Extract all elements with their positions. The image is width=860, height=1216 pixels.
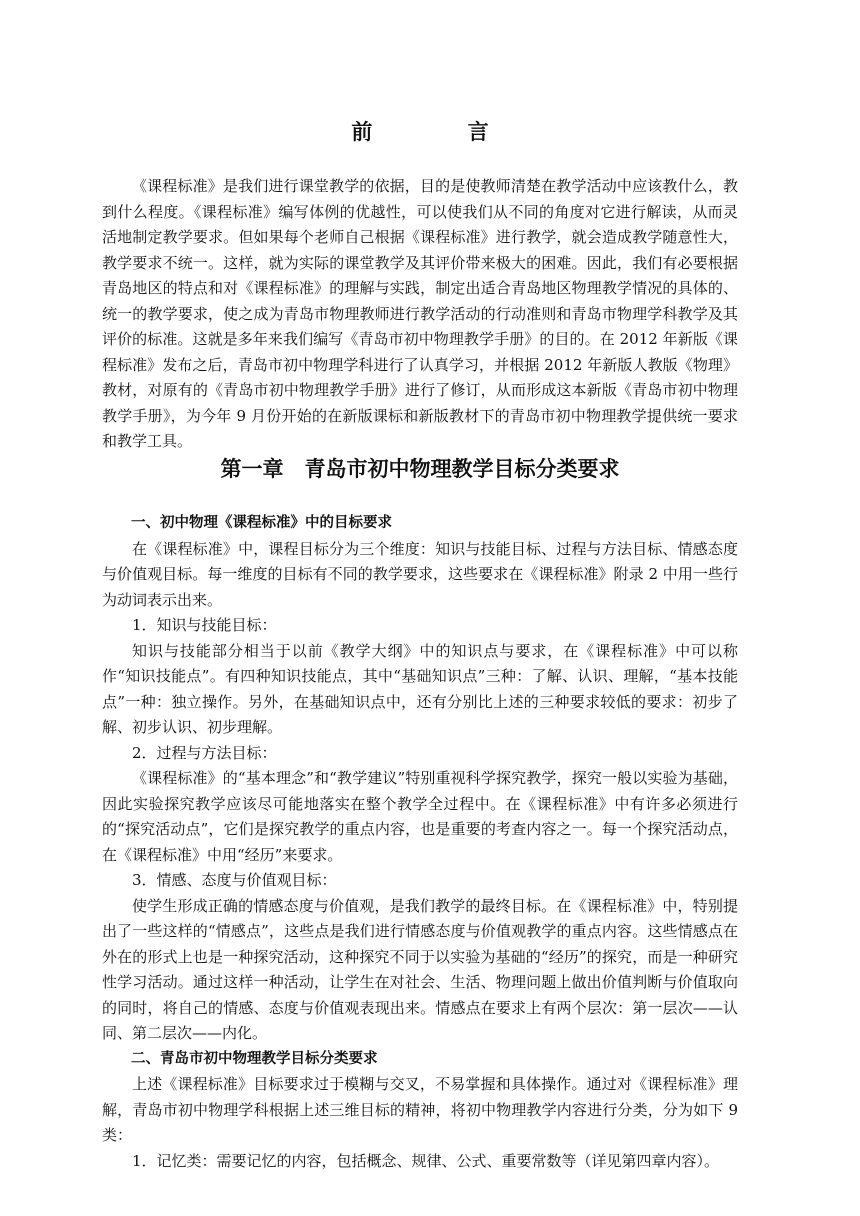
item2-title: 2．过程与方法目标： — [132, 743, 277, 762]
chapter-title: 第一章 青岛市初中物理教学目标分类要求 — [220, 456, 620, 481]
section2-item1: 1．记忆类：需要记忆的内容，包括概念、规律、公式、重要常数等（详见第四章内容）。 — [132, 1151, 720, 1170]
item1-title: 1．知识与技能目标： — [132, 616, 277, 634]
item2-text: 《课程标准》的“基本理念”和“教学建议”特别重视科学探究教学，探究一般以实验为基础，因此实验探究教学应该尽可能地落实在整个教学全过程中。在《课程标准》中有许多必须进行的“探究活动点”，它们是探究教学的重点内容，也是重要的考查内容之一。每一个探究活动点，在《课程标准》中用“经历”来要求。 — [102, 769, 738, 864]
preface-paragraph: 《课程标准》是我们进行课堂教学的依据，目的是使教师清楚在教学活动中应该教什么，教到什么程度。《课程标准》编写体例的优越性，可以使我们从不同的角度对它进行解读，从而灵活地制定教学要求。但如果每个老师自己根据《课程标准》进行教学，就会造成教学随意性大，教学要求不统一。这样，就为实际的课堂教学及其评价带来极大的困难。因此，我们有必要根据青岛地区的特点和对《课程标准》的理解与实践，制定出适合青岛地区物理教学情况的具体的、统一的教学要求，使之成为青岛市物理教师进行教学活动的行动准则和青岛市物理学科教学及其评价的标准。这就是多年来我们编写《青岛市初中物理教学手册》的目的。在 2012 年新版《课程标准》发布之后，青岛市初中物理学科进行了认真学习，并根据 2012 年新版人教版《物理》教材，对原有的《青岛市初中物理教学手册》进行了修订，从而形成这本新版《青岛市初中物理教学手册》，为今年 9 月份开始的在新版课标和新版教材下的青岛市初中物理教学提供统一要求和教学工具。 — [102, 177, 738, 450]
section1-heading: 一、初中物理《课程标准》中的目标要求 — [131, 515, 392, 531]
section2-intro: 上述《课程标准》目标要求过于模糊与交叉，不易掌握和具体操作。通过对《课程标准》理解，青岛市初中物理学科根据上述三维目标的精神，将初中物理教学内容进行分类，分为如下 9 类： — [102, 1075, 738, 1144]
item1-text: 知识与技能部分相当于以前《教学大纲》中的知识点与要求，在《课程标准》中可以称作“知识技能点”。有四种知识技能点，其中“基础知识点”三种：了解、认识、理解，“基本技能点”一种：独立操作。另外，在基础知识点中，还有分别比上述的三种要求较低的要求：初步了解、初步认识、初步理解。 — [102, 641, 738, 736]
chapter-body — [102, 511, 738, 1174]
item3-text: 使学生形成正确的情感态度与价值观，是我们教学的最终目标。在《课程标准》中，特别提出了一些这样的“情感点”，这些点是我们进行情感态度与价值观教学的重点内容。这些情感点在外在的形式上也是一种探究活动，这种探究不同于以实验为基础的“经历”的探究，而是一种研究性学习活动。通过这样一种活动，让学生在对社会、生活、物理问题上做出价值判断与价值取向的同时，将自己的情感、态度与价值观表现出来。情感点在要求上有两个层次：第一层次——认同、第二层次——内化。 — [102, 896, 738, 1042]
item3-title: 3．情感、态度与价值观目标： — [132, 871, 337, 889]
section1-intro: 在《课程标准》中，课程目标分为三个维度：知识与技能目标、过程与方法目标、情感态度与价值观目标。每一维度的目标有不同的教学要求，这些要求在《课程标准》附录 2 中用一些行为动词表示出来。 — [102, 539, 738, 609]
preface-block — [102, 174, 738, 455]
page-title: 前 言 — [351, 119, 533, 144]
section2-heading: 二、青岛市初中物理教学目标分类要求 — [131, 1050, 378, 1067]
